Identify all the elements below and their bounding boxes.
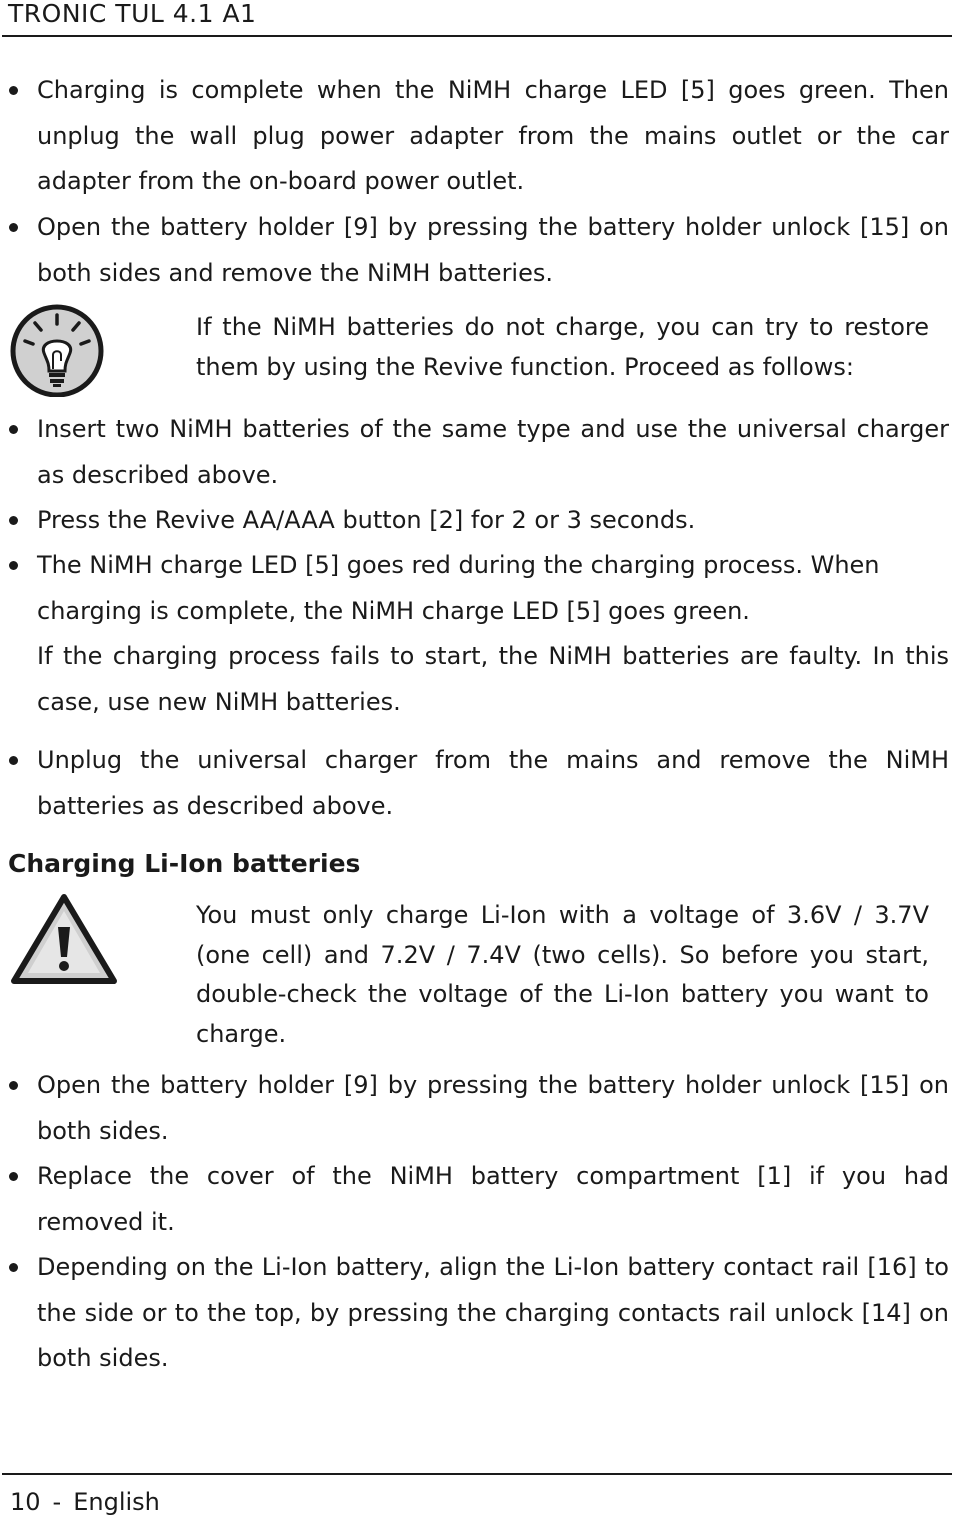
bullet-marker <box>9 1081 18 1090</box>
bullet-marker <box>9 1172 18 1181</box>
footer-language: English <box>73 1488 160 1516</box>
faulty-batteries-note: If the charging process fails to start, the NiMH batteries are faulty. In this case, use new NiMH batteries. <box>37 642 949 716</box>
page-number: 10 <box>10 1488 41 1516</box>
bullet-marker <box>9 425 18 434</box>
bullet-marker <box>9 756 18 765</box>
footer-rule <box>2 1473 952 1475</box>
list-item-led-red: The NiMH charge LED [5] goes red during the charging process. When charging is complete, the NiMH charge LED [5] goes green. <box>37 551 880 625</box>
warning-icon <box>8 891 120 987</box>
revive-tip-text: If the NiMH batteries do not charge, you can try to restore them by using the Revive function. Proceed as follows: <box>196 313 929 381</box>
document-header-title: TRONIC TUL 4.1 A1 <box>8 0 257 28</box>
bullet-marker <box>9 1263 18 1272</box>
footer-separator: - <box>52 1488 62 1516</box>
list-item-unplug-charger: Unplug the universal charger from the mains and remove the NiMH batteries as described above. <box>37 746 949 820</box>
page-footer <box>10 1485 160 1519</box>
lightbulb-icon <box>8 303 108 397</box>
section-heading-liion: Charging Li-Ion batteries <box>8 849 361 878</box>
list-item-replace-cover: Replace the cover of the NiMH battery compartment [1] if you had removed it. <box>37 1162 949 1236</box>
bullet-marker <box>9 223 18 232</box>
list-item-press-revive: Press the Revive AA/AAA button [2] for 2 or 3 seconds. <box>37 506 696 534</box>
list-item-charging-complete: Charging is complete when the NiMH charge LED [5] goes green. Then unplug the wall plug power adapter from the mains outlet or the car adapter from the on-board power outlet. <box>37 76 949 195</box>
list-item-open-holder-liion: Open the battery holder [9] by pressing the battery holder unlock [15] on both sides. <box>37 1071 949 1145</box>
bullet-marker <box>9 86 18 95</box>
bullet-marker <box>9 516 18 525</box>
list-item-open-holder: Open the battery holder [9] by pressing the battery holder unlock [15] on both sides and remove the NiMH batteries. <box>37 213 949 287</box>
list-item-insert-batteries: Insert two NiMH batteries of the same type and use the universal charger as described above. <box>37 415 949 489</box>
list-item-align-contact-rail: Depending on the Li-Ion battery, align the Li-Ion battery contact rail [16] to the side or to the top, by pressing the charging contacts rail unlock [14] on both sides. <box>37 1253 949 1372</box>
liion-warning-text: You must only charge Li-Ion with a voltage of 3.6V / 3.7V (one cell) and 7.2V / 7.4V (two cells). So before you start, double-check the voltage of the Li-Ion battery you want to charge. <box>196 901 929 1048</box>
bullet-marker <box>9 561 18 570</box>
header-rule <box>2 35 952 37</box>
